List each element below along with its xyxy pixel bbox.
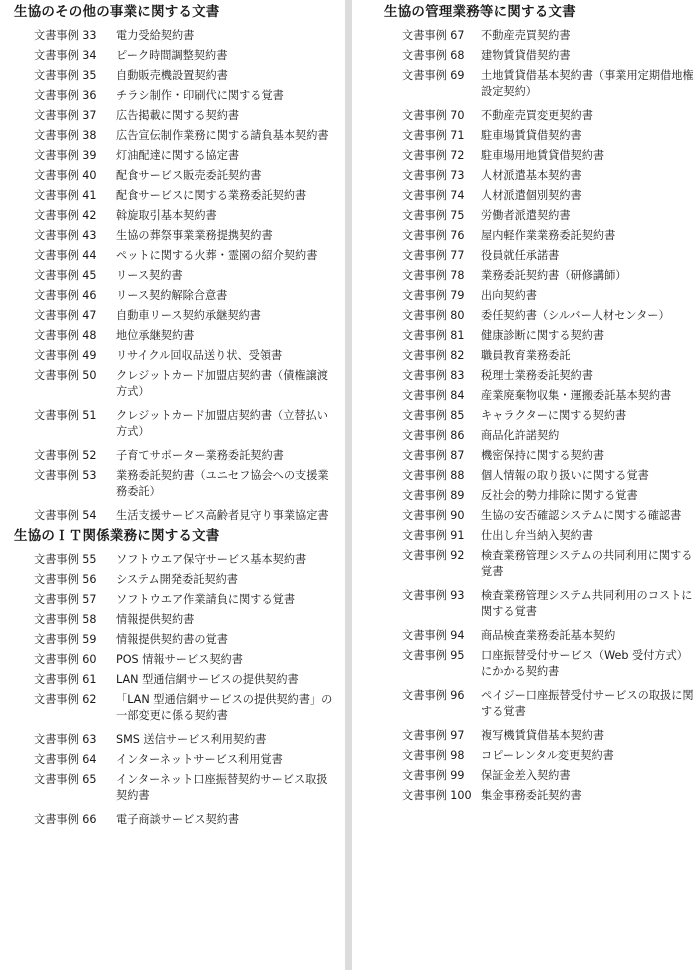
entry-number: 文書事例 95 [402,649,465,662]
document-entry [14,124,336,144]
entry-title: 出向契約書 [481,289,537,302]
entry-number: 文書事例 63 [34,733,97,746]
entry-title: クレジットカード加盟店契約書（債権譲渡方式） [116,369,328,398]
entry-number: 文書事例 62 [34,693,97,706]
entry-title: 個人情報の取り扱いに関する覚書 [481,469,649,482]
document-entry [384,344,696,364]
entry-number: 文書事例 76 [402,229,465,242]
entry-number: 文書事例 88 [402,469,465,482]
entry-number: 文書事例 56 [34,573,97,586]
document-entry [14,728,336,748]
entry-title: 生協の葬祭事業業務提携契約書 [116,229,273,242]
document-entry [14,184,336,204]
entry-number: 文書事例 80 [402,309,465,322]
entry-number: 文書事例 71 [402,129,465,142]
document-entry [384,784,696,804]
document-entry [14,688,336,728]
entry-number: 文書事例 82 [402,349,465,362]
document-entry [384,224,696,244]
entry-number: 文書事例 68 [402,49,465,62]
entry-number: 文書事例 91 [402,529,465,542]
document-entry [384,584,696,624]
entry-number: 文書事例 92 [402,549,465,562]
document-entry [14,504,336,524]
entry-number: 文書事例 58 [34,613,97,626]
entry-number: 文書事例 70 [402,109,465,122]
entry-title: 検査業務管理システム共同利用のコストに関する覚書 [481,589,693,618]
entry-title: 仕出し弁当納入契約書 [481,529,593,542]
entry-number: 文書事例 49 [34,349,97,362]
entry-number: 文書事例 96 [402,689,465,702]
entry-number: 文書事例 47 [34,309,97,322]
entry-title: 自動販売機設置契約書 [116,69,228,82]
entry-title: クレジットカード加盟店契約書（立替払い方式） [116,409,328,438]
entry-title: チラシ制作・印刷代に関する覚書 [116,89,284,102]
document-entry [384,164,696,184]
document-entry [384,404,696,424]
document-entry [14,748,336,768]
entry-title: 自動車リース契約承継契約書 [116,309,261,322]
entry-number: 文書事例 64 [34,753,97,766]
entry-title: ソフトウエア作業請負に関する覚書 [116,593,296,606]
entry-number: 文書事例 35 [34,69,97,82]
entry-number: 文書事例 52 [34,449,97,462]
entry-title: 建物賃貸借契約書 [481,49,571,62]
document-entry [384,624,696,644]
document-entry [14,24,336,44]
document-entry [14,628,336,648]
entry-number: 文書事例 86 [402,429,465,442]
entry-title: 広告掲載に関する契約書 [116,109,240,122]
entry-number: 文書事例 53 [34,469,97,482]
entry-title: 機密保持に関する契約書 [481,449,605,462]
document-entry [384,304,696,324]
document-entry [384,484,696,504]
entry-number: 文書事例 50 [34,369,97,382]
entry-title: 複写機賃貸借基本契約書 [481,729,605,742]
entry-number: 文書事例 98 [402,749,465,762]
entry-title: システム開発委託契約書 [116,573,238,586]
document-entry [384,764,696,784]
entry-title: 集金事務委託契約書 [481,789,582,802]
entry-title: 情報提供契約書の覚書 [116,633,228,646]
entry-title: 電力受給契約書 [116,29,195,42]
entry-title: インターネット口座振替契約サービス取扱契約書 [116,773,328,802]
document-entry [14,304,336,324]
document-entry [384,504,696,524]
entry-number: 文書事例 34 [34,49,97,62]
entry-title: 口座振替受付サービス（Web 受付方式）にかかる契約書 [481,649,688,678]
document-entry [14,324,336,344]
document-entry [384,264,696,284]
entry-title: 配食サービスに関する業務委託契約書 [116,189,307,202]
document-entry [14,588,336,608]
entry-number: 文書事例 99 [402,769,465,782]
document-entry [14,244,336,264]
entry-title: 電子商談サービス契約書 [116,813,240,826]
entry-title: 地位承継契約書 [116,329,195,342]
entry-title: 業務委託契約書（研修講師） [481,269,627,282]
right-column [384,0,696,804]
document-entry [14,164,336,184]
document-entry [14,404,336,444]
document-entry [14,64,336,84]
document-entry [14,364,336,404]
document-entry [14,668,336,688]
document-entry [384,204,696,224]
entry-title: POS 情報サービス契約書 [116,653,243,666]
document-entry [384,424,696,444]
document-entry [384,444,696,464]
section-heading: 生協のＩＴ関係業務に関する文書 [14,528,220,544]
entry-title: 役員就任承諾書 [481,249,560,262]
document-entry [14,648,336,668]
entry-title: リース契約書 [116,269,183,282]
entry-title: 生協の安否確認システムに関する確認書 [481,509,682,522]
entry-number: 文書事例 51 [34,409,97,422]
entry-number: 文書事例 85 [402,409,465,422]
entry-title: リサイクル回収品送り状、受領書 [116,349,283,362]
document-entry [384,284,696,304]
document-entry [384,144,696,164]
document-entry [384,24,696,44]
entry-number: 文書事例 40 [34,169,97,182]
entry-number: 文書事例 97 [402,729,465,742]
entry-title: 商品検査業務委託基本契約 [481,629,616,642]
entry-title: 土地賃貸借基本契約書（事業用定期借地権設定契約） [481,69,694,98]
entry-number: 文書事例 69 [402,69,465,82]
entry-title: 情報提供契約書 [116,613,195,626]
entry-number: 文書事例 67 [402,29,465,42]
entry-title: 検査業務管理システムの共同利用に関する覚書 [481,549,693,578]
document-entry [384,44,696,64]
entry-title: 反社会的勢力排除に関する覚書 [481,489,638,502]
document-entry [14,608,336,628]
entry-number: 文書事例 94 [402,629,465,642]
document-entry [384,644,696,684]
entry-title: 「LAN 型通信網サービスの提供契約書」の一部変更に係る契約書 [116,693,333,722]
entry-number: 文書事例 54 [34,509,97,522]
document-entry [14,464,336,504]
entry-number: 文書事例 33 [34,29,97,42]
document-entry [14,284,336,304]
entry-number: 文書事例 89 [402,489,465,502]
document-entry [384,684,696,724]
entry-number: 文書事例 77 [402,249,465,262]
entry-number: 文書事例 93 [402,589,465,602]
document-entry [14,808,336,828]
document-entry [14,144,336,164]
entry-number: 文書事例 65 [34,773,97,786]
document-entry [384,744,696,764]
entry-title: 駐車場賃貸借契約書 [481,129,582,142]
document-entry [384,244,696,264]
document-entry [14,444,336,464]
column-divider [345,0,352,970]
entry-number: 文書事例 48 [34,329,97,342]
entry-title: 屋内軽作業業務委託契約書 [481,229,616,242]
entry-number: 文書事例 59 [34,633,97,646]
entry-number: 文書事例 37 [34,109,97,122]
entry-title: 職員教育業務委託 [481,349,571,362]
document-entry [14,44,336,64]
entry-title: 配食サービス販売委託契約書 [116,169,262,182]
entry-title: 人材派遣個別契約書 [481,189,582,202]
entry-number: 文書事例 38 [34,129,97,142]
entry-number: 文書事例 66 [34,813,97,826]
entry-number: 文書事例 42 [34,209,97,222]
entry-title: ソフトウエア保守サービス基本契約書 [116,553,307,566]
entry-number: 文書事例 45 [34,269,97,282]
entry-number: 文書事例 43 [34,229,97,242]
entry-number: 文書事例 100 [402,789,472,802]
entry-title: リース契約解除合意書 [116,289,228,302]
entry-title: ピーク時間調整契約書 [116,49,228,62]
document-entry [384,384,696,404]
entry-title: インターネットサービス利用覚書 [116,753,283,766]
document-entry [14,568,336,588]
entry-title: 税理士業務委託契約書 [481,369,593,382]
entry-number: 文書事例 78 [402,269,465,282]
document-entry [384,464,696,484]
entry-number: 文書事例 74 [402,189,465,202]
entry-number: 文書事例 79 [402,289,465,302]
document-entry [384,124,696,144]
entry-number: 文書事例 44 [34,249,97,262]
left-column [14,0,336,828]
entry-title: ペットに関する火葬・霊園の紹介契約書 [116,249,318,262]
document-entry [384,724,696,744]
document-entry [384,184,696,204]
entry-title: 不動産売買契約書 [481,29,571,42]
entry-number: 文書事例 39 [34,149,97,162]
entry-title: 駐車場用地賃貸借契約書 [481,149,605,162]
entry-title: 保証金差入契約書 [481,769,571,782]
section-heading: 生協のその他の事業に関する文書 [14,4,220,20]
entry-number: 文書事例 73 [402,169,465,182]
entry-title: 産業廃棄物収集・運搬委託基本契約書 [481,389,672,402]
entry-number: 文書事例 61 [34,673,97,686]
entry-title: 不動産売買変更契約書 [481,109,593,122]
entry-number: 文書事例 72 [402,149,465,162]
entry-number: 文書事例 81 [402,329,465,342]
entry-title: 灯油配達に関する協定書 [116,149,240,162]
document-entry [14,768,336,808]
entry-number: 文書事例 83 [402,369,465,382]
entry-number: 文書事例 36 [34,89,97,102]
entry-title: 商品化許諾契約 [481,429,560,442]
entry-number: 文書事例 75 [402,209,465,222]
document-entry [14,204,336,224]
document-entry [384,64,696,104]
entry-title: 人材派遣基本契約書 [481,169,582,182]
document-entry [14,264,336,284]
entry-number: 文書事例 55 [34,553,97,566]
document-entry [384,324,696,344]
entry-title: 広告宣伝制作業務に関する請負基本契約書 [116,129,329,142]
entry-title: 業務委託契約書（ユニセフ協会への支援業務委託） [116,469,329,498]
document-entry [14,104,336,124]
document-entry [14,84,336,104]
entry-number: 文書事例 46 [34,289,97,302]
entry-title: 生活支援サービス高齢者見守り事業協定書 [116,509,329,522]
document-entry [384,104,696,124]
entry-number: 文書事例 84 [402,389,465,402]
document-entry [384,544,696,584]
document-entry [14,344,336,364]
entry-title: 労働者派遣契約書 [481,209,571,222]
entry-title: 斡旋取引基本契約書 [116,209,217,222]
document-entry [14,548,336,568]
entry-title: コピーレンタル変更契約書 [481,749,614,762]
entry-title: キャラクターに関する契約書 [481,409,627,422]
entry-title: LAN 型通信網サービスの提供契約書 [116,673,299,686]
entry-title: 健康診断に関する契約書 [481,329,605,342]
entry-number: 文書事例 60 [34,653,97,666]
section-heading: 生協の管理業務等に関する文書 [384,4,576,20]
entry-title: ペイジー口座振替受付サービスの取扱に関する覚書 [481,689,694,718]
entry-title: 子育てサポーター業務委託契約書 [116,449,284,462]
document-entry [14,224,336,244]
document-entry [384,364,696,384]
entry-number: 文書事例 90 [402,509,465,522]
document-entry [384,524,696,544]
entry-number: 文書事例 41 [34,189,97,202]
entry-title: 委任契約書（シルバー人材センター） [481,309,670,322]
entry-title: SMS 送信サービス利用契約書 [116,733,267,746]
entry-number: 文書事例 57 [34,593,97,606]
entry-number: 文書事例 87 [402,449,465,462]
